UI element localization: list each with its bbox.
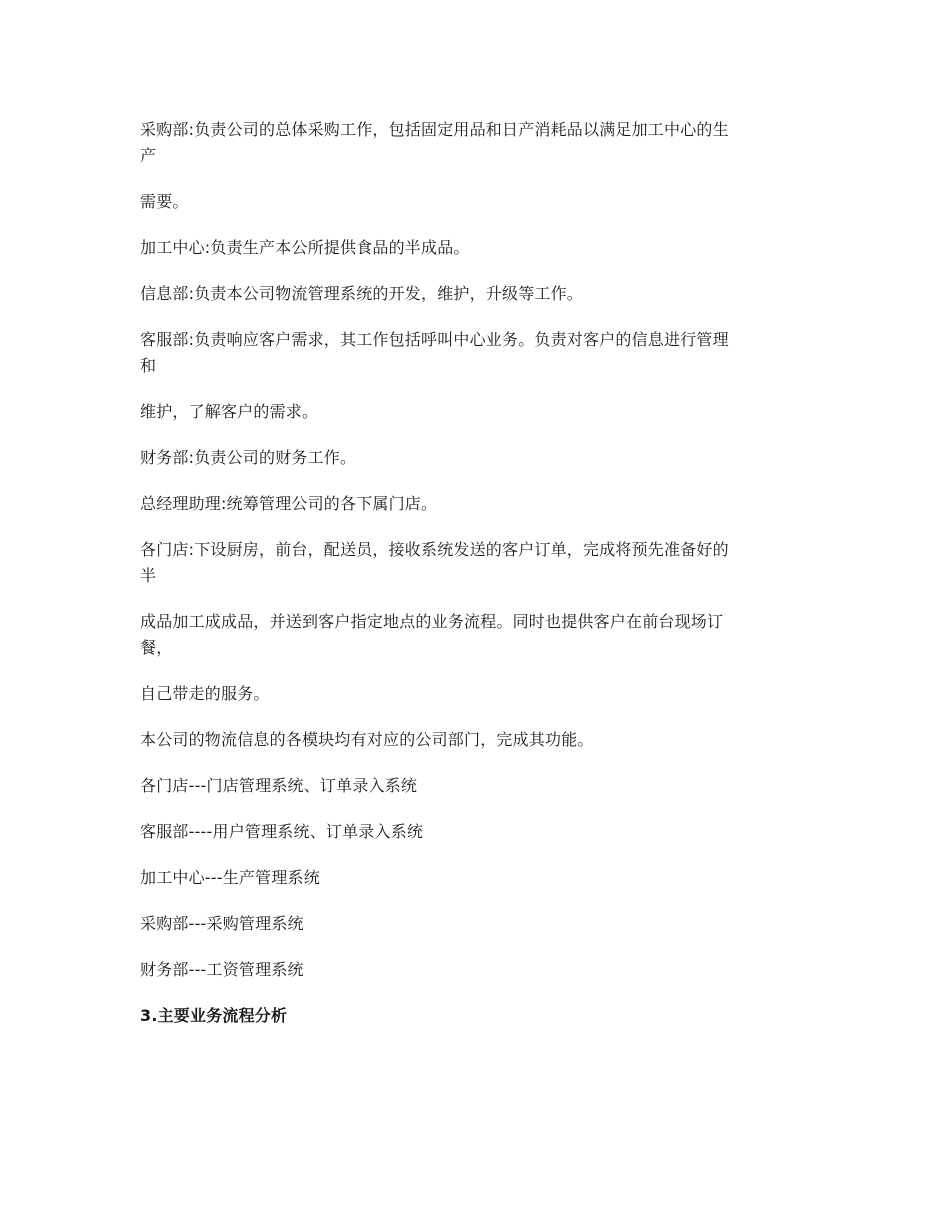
paragraph-customer-service-line-3: 维护，了解客户的需求。 (140, 402, 319, 421)
paragraph-purchasing-line-2: 产 (140, 146, 157, 165)
paragraph-stores-line-1: 各门店:下设厨房，前台，配送员，接收系统发送的客户订单，完成将预先准备好的 (140, 540, 729, 559)
mapping-customer-service: 客服部----用户管理系统、订单录入系统 (140, 822, 424, 841)
paragraph-stores-line-3: 成品加工成成品，并送到客户指定地点的业务流程。同时也提供客户在前台现场订 (140, 612, 724, 631)
mapping-processing-center: 加工中心---生产管理系统 (140, 868, 320, 887)
mapping-finance: 财务部---工资管理系统 (140, 960, 304, 979)
paragraph-purchasing-line-1: 采购部:负责公司的总体采购工作，包括固定用品和日产消耗品以满足加工中心的生 (140, 120, 729, 139)
paragraph-finance-dept: 财务部:负责公司的财务工作。 (140, 448, 357, 467)
paragraph-customer-service-line-2: 和 (140, 356, 157, 375)
paragraph-purchasing-line-3: 需要。 (140, 192, 189, 211)
mapping-purchasing: 采购部---采购管理系统 (140, 914, 304, 933)
paragraph-stores-line-5: 自己带走的服务。 (140, 684, 270, 703)
paragraph-customer-service-line-1: 客服部:负责响应客户需求，其工作包括呼叫中心业务。负责对客户的信息进行管理 (140, 330, 729, 349)
paragraph-information-dept: 信息部:负责本公司物流管理系统的开发，维护，升级等工作。 (140, 284, 583, 303)
paragraph-gm-assistant: 总经理助理:统筹管理公司的各下属门店。 (140, 494, 438, 513)
paragraph-processing-center: 加工中心:负责生产本公所提供食品的半成品。 (140, 238, 470, 257)
paragraph-modules-intro: 本公司的物流信息的各模块均有对应的公司部门，完成其功能。 (140, 730, 594, 749)
paragraph-stores-line-4: 餐， (140, 638, 173, 657)
mapping-stores: 各门店---门店管理系统、订单录入系统 (140, 776, 418, 795)
section-heading: 3.主要业务流程分析 (140, 1006, 288, 1025)
paragraph-stores-line-2: 半 (140, 566, 157, 585)
